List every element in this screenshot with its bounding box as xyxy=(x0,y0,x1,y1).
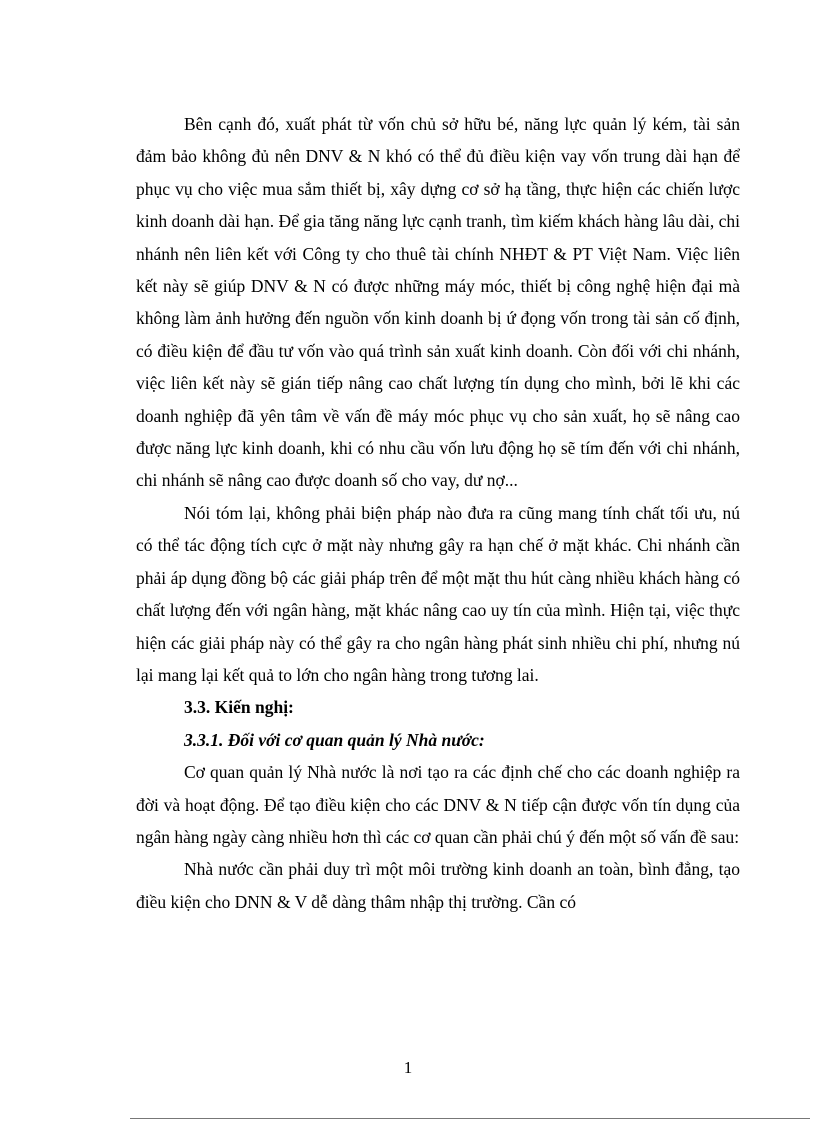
paragraph: Cơ quan quản lý Nhà nước là nơi tạo ra các định chế cho các doanh nghiệp ra đời và hoạt động. Để tạo điều kiện cho các DNV & N tiếp cận được vốn tín dụng của ngân hàng ngày càng nhiều hơn thì các cơ quan cần phải chú ý đến một số vấn đề sau: xyxy=(136,762,740,847)
paragraph: Bên cạnh đó, xuất phát từ vốn chủ sở hữu bé, năng lực quản lý kém, tài sản đảm bảo không đủ nên DNV & N khó có thể đủ điều kiện vay vốn trung dài hạn để phục vụ cho việc mua sắm thiết bị, xây dựng cơ sở hạ tầng, thực hiện các chiến lược kinh doanh dài hạn. Để gia tăng năng lực cạnh tranh, tìm kiếm khách hàng lâu dài, chi nhánh nên liên kết với Công ty cho thuê tài chính NHĐT & PT Việt Nam. Việc liên kết này sẽ giúp DNV & N có được những máy móc, thiết bị công nghệ hiện đại mà không làm ảnh hưởng đến nguồn vốn kinh doanh bị ứ đọng vốn trong tài sản cố định, có điều kiện để đầu tư vốn vào quá trình sản xuất kinh doanh. Còn đối với chi nhánh, việc liên kết này sẽ gián tiếp nâng cao chất lượng tín dụng cho mình, bởi lẽ khi các doanh nghiệp đã yên tâm về vấn đề máy móc phục vụ cho sản xuất, họ sẽ nâng cao được năng lực kinh doanh, khi có nhu cầu vốn lưu động họ sẽ tím đến với chi nhánh, chi nhánh sẽ nâng cao được doanh số cho vay, dư nợ... xyxy=(136,114,740,491)
footer-divider xyxy=(130,1118,810,1119)
body-text xyxy=(136,108,740,918)
paragraph: Nói tóm lại, không phải biện pháp nào đưa ra cũng mang tính chất tối ưu, nú có thể tác động tích cực ở mặt này nhưng gây ra hạn chế ở mặt khác. Chi nhánh cần phải áp dụng đồng bộ các giải pháp trên để một mặt thu hút càng nhiều khách hàng có chất lượng đến với ngân hàng, mặt khác nâng cao uy tín của mình. Hiện tại, việc thực hiện các giải pháp này có thể gây ra cho ngân hàng phát sinh nhiều chi phí, nhưng nú lại mang lại kết quả to lớn cho ngân hàng trong tương lai. xyxy=(136,502,740,685)
paragraph: Nhà nước cần phải duy trì một môi trường kinh doanh an toàn, bình đẳng, tạo điều kiện cho DNN & V dễ dàng thâm nhập thị trường. Cần có xyxy=(136,859,740,912)
page-number: 1 xyxy=(403,1058,413,1077)
subsection-heading: 3.3.1. Đối với cơ quan quản lý Nhà nước: xyxy=(184,729,485,750)
section-heading: 3.3. Kiến nghị: xyxy=(184,697,294,718)
